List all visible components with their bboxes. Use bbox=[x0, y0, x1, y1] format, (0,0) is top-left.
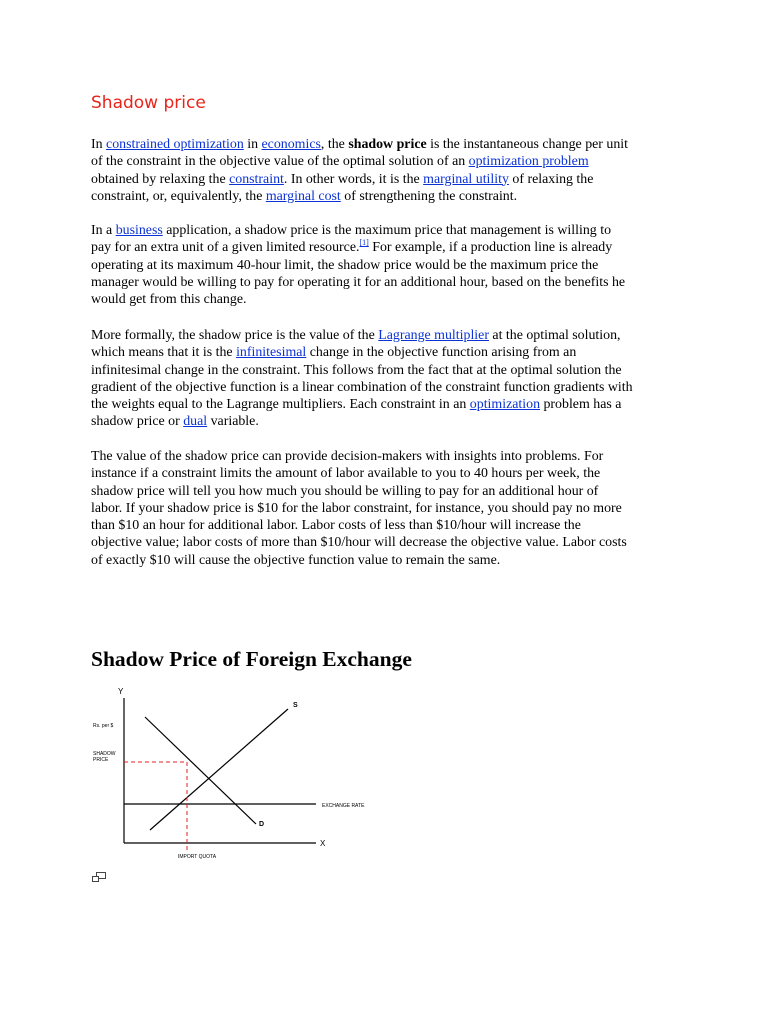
text-line bbox=[91, 136, 691, 153]
paragraph-definition bbox=[91, 136, 691, 205]
demand-curve bbox=[145, 717, 256, 824]
text-run: variable. bbox=[207, 414, 259, 430]
text-line: would get from this change. bbox=[91, 292, 247, 308]
text-line bbox=[91, 413, 691, 430]
text-line: gradient of the objective function is a linear combination of the constraint function gradients with bbox=[91, 379, 633, 395]
link-lagrange-multiplier[interactable]: Lagrange multiplier bbox=[378, 328, 489, 343]
text-line: of exactly $10 will cause the objective function value to remain the same. bbox=[91, 552, 501, 568]
link-marginal-cost[interactable]: marginal cost bbox=[265, 188, 341, 204]
exchange-rate-label: EXCHANGE RATE bbox=[322, 803, 365, 809]
bold-term-shadow-price: shadow price bbox=[348, 137, 427, 152]
text-line: shadow price will tell you how much you should be willing to pay for an additional hour of bbox=[91, 483, 599, 499]
paragraph-labor-example bbox=[91, 448, 691, 569]
text-line: objective value; labor costs of more than $10/hour will decrease the objective value. Labor costs bbox=[91, 535, 627, 551]
text-run: In bbox=[91, 137, 107, 152]
unit-label: Rs. per $ bbox=[93, 723, 114, 729]
text-line bbox=[91, 171, 691, 188]
y-axis-label: Y bbox=[118, 687, 124, 696]
foreign-exchange-diagram bbox=[60, 680, 400, 870]
link-business[interactable]: business bbox=[115, 223, 163, 238]
text-run: More formally, the shadow price is the value of the bbox=[91, 328, 379, 343]
text-line: manager would be willing to pay for operating it for an additional hour, based on the benefits he bbox=[91, 274, 626, 290]
text-run: of relaxing the bbox=[508, 171, 594, 187]
text-run: obtained by relaxing the bbox=[91, 171, 230, 187]
text-line bbox=[91, 188, 691, 205]
link-optimization[interactable]: optimization bbox=[469, 397, 541, 413]
section-title-shadow-price: Shadow price bbox=[91, 93, 206, 113]
paragraph-formal bbox=[91, 327, 691, 431]
text-line bbox=[91, 327, 691, 344]
text-run: is the instantaneous change per unit bbox=[426, 137, 629, 152]
text-line bbox=[91, 222, 691, 239]
footnote-ref-1[interactable]: [1] bbox=[359, 238, 369, 248]
text-run: . In other words, it is the bbox=[283, 171, 424, 187]
enlarge-image-icon[interactable] bbox=[91, 871, 107, 883]
text-line: infinitesimal change in the constraint. This follows from the fact that at the optimal solution the bbox=[91, 362, 622, 378]
text-run: pay for an extra unit of a given limited resource. bbox=[91, 240, 360, 256]
x-axis-label: X bbox=[320, 839, 326, 848]
link-infinitesimal[interactable]: infinitesimal bbox=[236, 345, 307, 361]
text-run: change in the objective function arising from an bbox=[306, 345, 577, 361]
text-line bbox=[91, 396, 691, 413]
text-run: the weights equal to the Lagrange multipliers. Each constraint in an bbox=[91, 397, 470, 413]
text-line bbox=[91, 344, 691, 361]
text-run: problem has a bbox=[540, 397, 622, 413]
text-run: In a bbox=[91, 223, 116, 238]
supply-curve bbox=[150, 709, 288, 830]
text-run: For example, if a production line is already bbox=[368, 240, 613, 256]
text-run: which means that it is the bbox=[91, 345, 237, 361]
text-run: , the bbox=[320, 137, 349, 152]
section-title-foreign-exchange: Shadow Price of Foreign Exchange bbox=[91, 647, 412, 671]
shadow-price-label-line1: SHADOW bbox=[93, 751, 116, 757]
link-constrained-optimization[interactable]: constrained optimization bbox=[106, 137, 244, 152]
link-marginal-utility[interactable]: marginal utility bbox=[423, 171, 509, 187]
text-run: at the optimal solution, bbox=[488, 328, 621, 343]
paragraph-business bbox=[91, 222, 691, 308]
text-line bbox=[91, 239, 691, 256]
text-line: instance if a constraint limits the amount of labor available to you to 40 hours per week, the bbox=[91, 466, 601, 482]
text-run: application, a shadow price is the maximum price that management is willing to bbox=[162, 223, 612, 238]
text-line: The value of the shadow price can provide decision-makers with insights into problems. For bbox=[91, 449, 604, 464]
link-optimization-problem[interactable]: optimization problem bbox=[468, 154, 589, 170]
text-line: labor. If your shadow price is $10 for the labor constraint, for instance, you should pay no more bbox=[91, 500, 622, 516]
text-run: of the constraint in the objective value of the optimal solution of an bbox=[91, 154, 469, 170]
shadow-price-label-line2: PRICE bbox=[93, 757, 109, 763]
link-economics[interactable]: economics bbox=[261, 137, 321, 152]
link-constraint[interactable]: constraint bbox=[229, 171, 284, 187]
text-line bbox=[91, 153, 691, 170]
text-run: of strengthening the constraint. bbox=[340, 188, 518, 204]
text-run: in bbox=[243, 137, 262, 152]
demand-label: D bbox=[259, 821, 265, 828]
supply-label: S bbox=[293, 702, 298, 709]
link-dual[interactable]: dual bbox=[183, 414, 208, 430]
text-line: operating at its maximum 40-hour limit, the shadow price would be the maximum price the bbox=[91, 257, 599, 273]
import-quota-label: IMPORT QUOTA bbox=[178, 854, 217, 860]
text-line: than $10 an hour for additional labor. Labor costs of less than $10/hour will increase the bbox=[91, 518, 581, 534]
text-run: constraint, or, equivalently, the bbox=[91, 188, 266, 204]
text-run: shadow price or bbox=[91, 414, 184, 430]
